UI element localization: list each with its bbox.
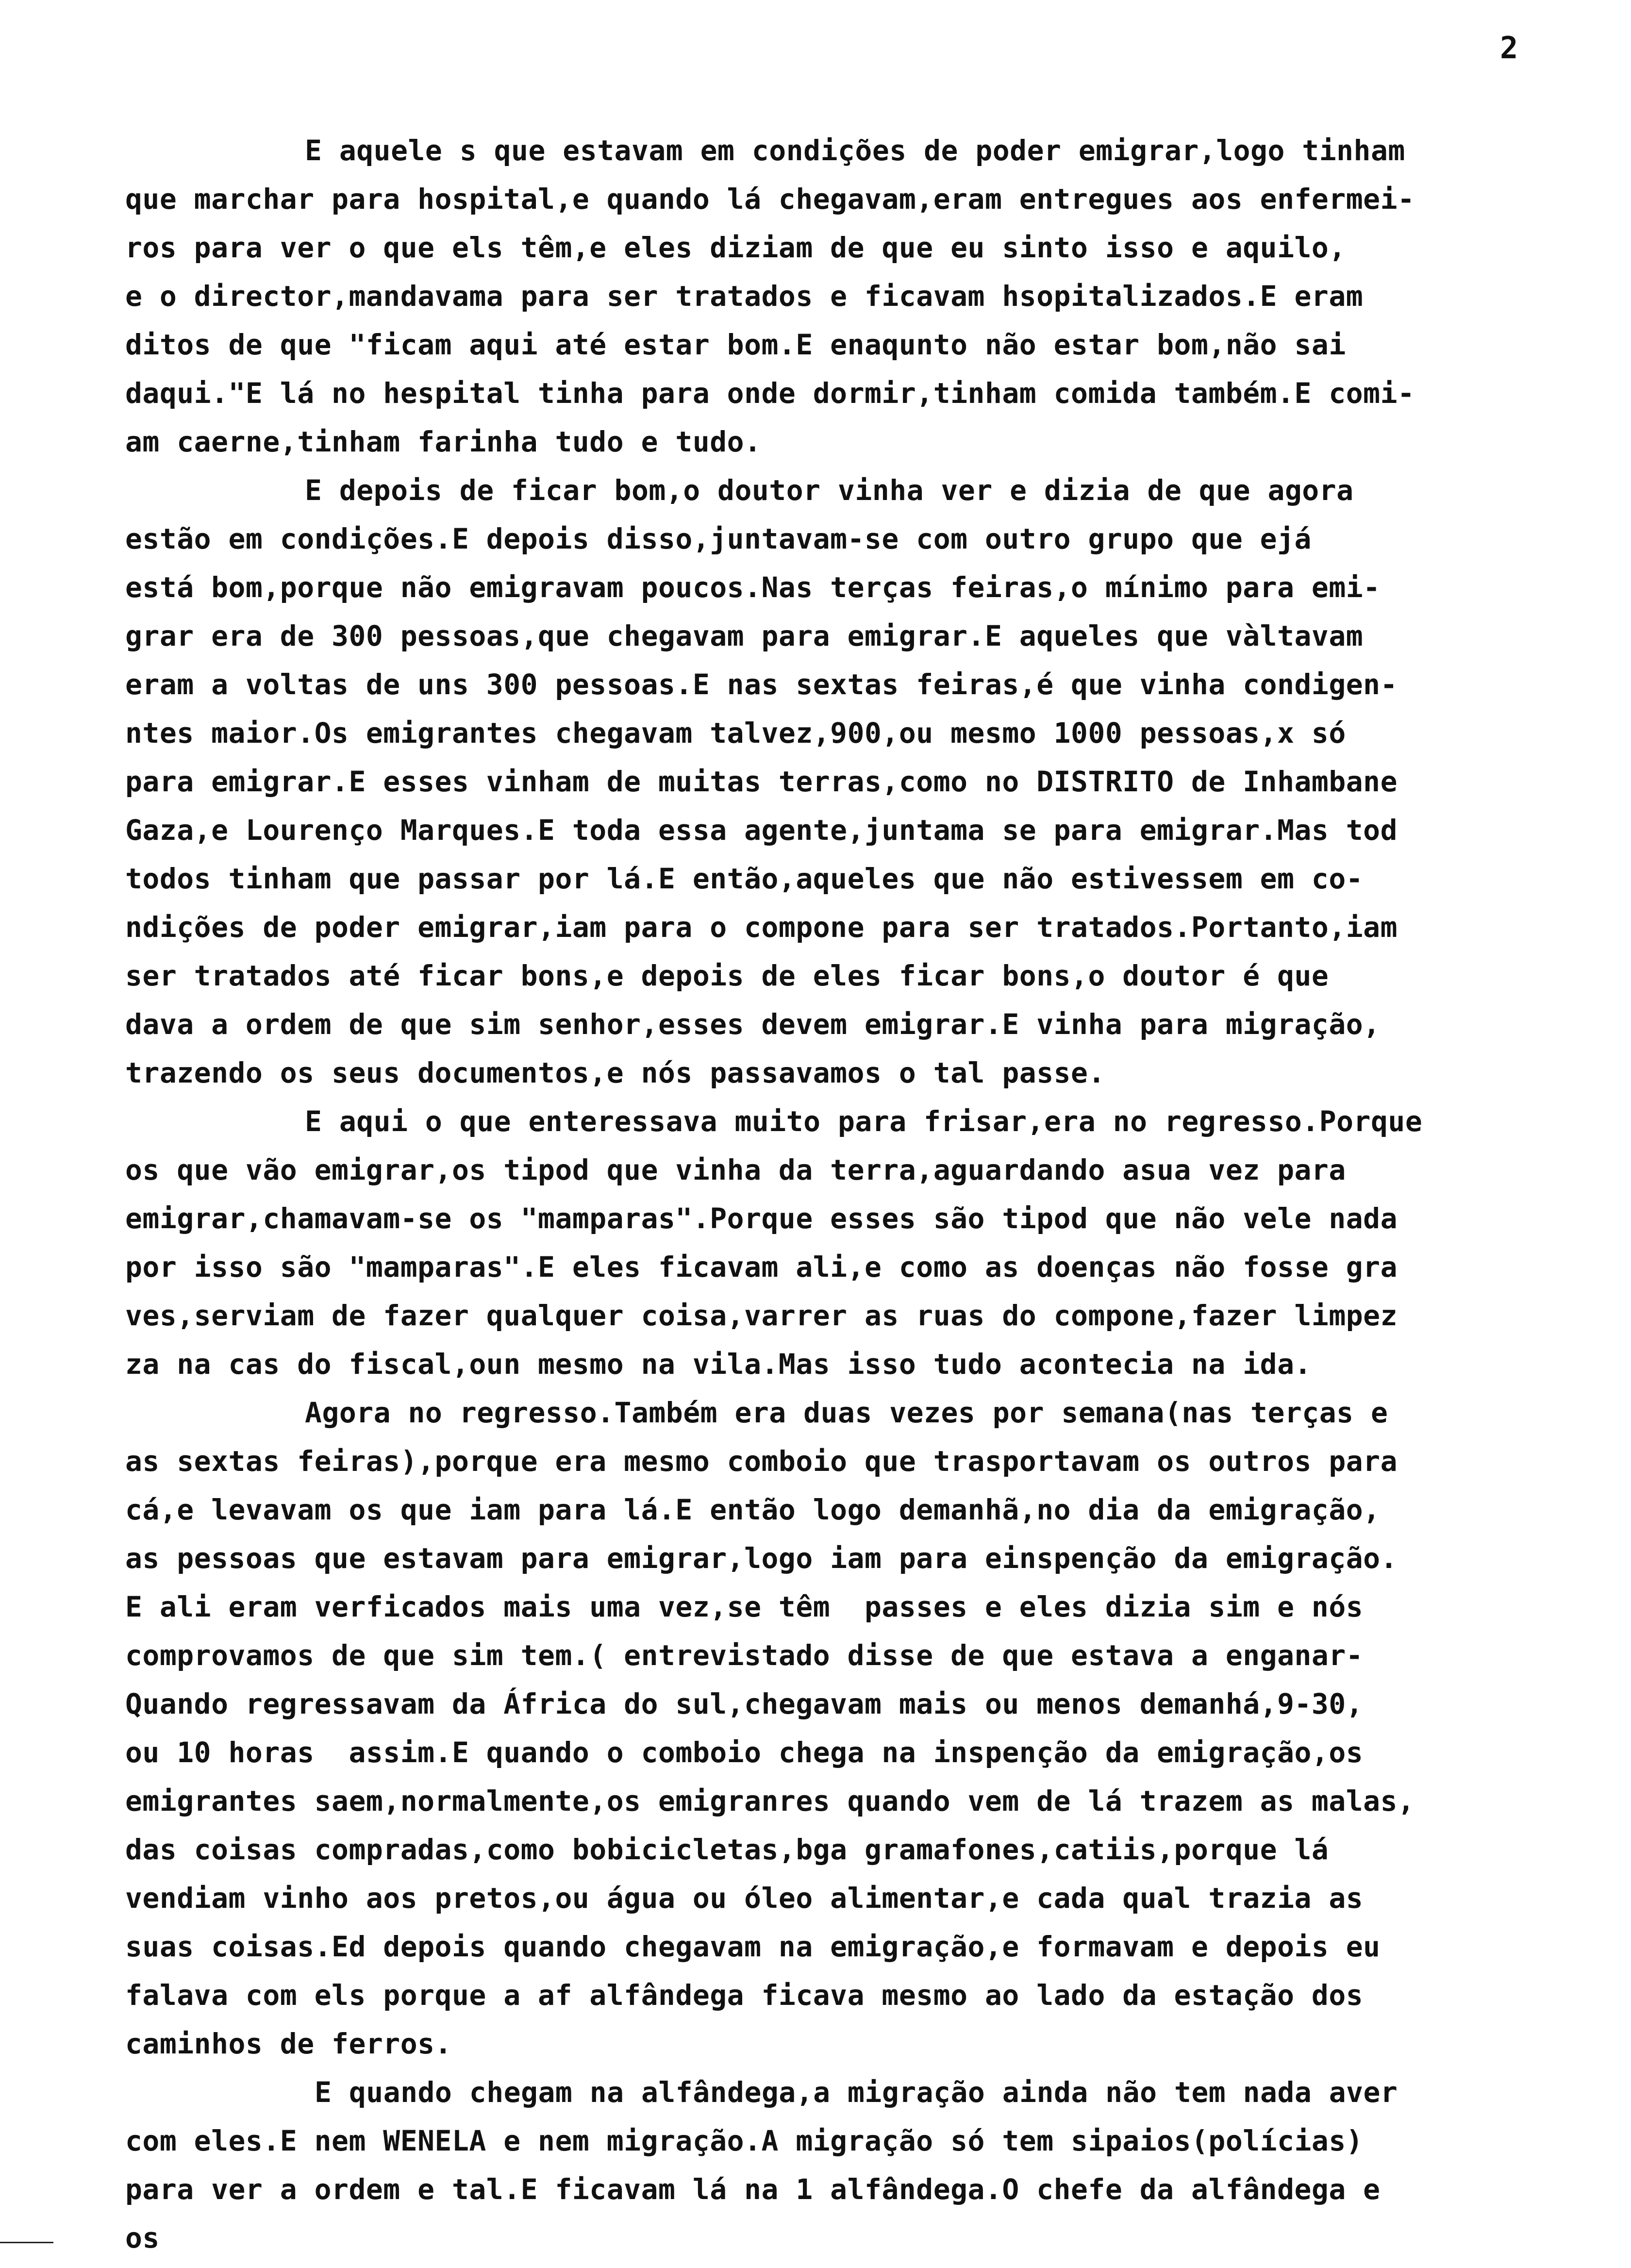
text-line: emigrar,chamavam-se os "mamparas".Porque esses são tipod que não vele nada <box>125 1202 1398 1235</box>
text-line: ditos de que "ficam aqui até estar bom.E enaqunto não estar bom,não sai <box>125 328 1346 361</box>
text-line: Agora no regresso.Também era duas vezes por semana(nas terças e <box>305 1396 1388 1429</box>
text-line: Gaza,e Lourenço Marques.E toda essa agente,juntama se para emigrar.Mas tod <box>125 814 1398 847</box>
text-line: am caerne,tinham farinha tudo e tudo. <box>125 425 762 458</box>
text-line: daqui."E lá no hespital tinha para onde dormir,tinham comida também.E comi- <box>125 377 1415 410</box>
text-line: suas coisas.Ed depois quando chegavam na emigração,e formavam e depois eu <box>125 1930 1381 1963</box>
text-line: das coisas compradas,como bobicicletas,bga gramafones,catiis,porque lá <box>125 1833 1329 1866</box>
text-line: cá,e levavam os que iam para lá.E então logo demanhã,no dia da emigração, <box>125 1493 1381 1526</box>
text-line: os <box>125 2221 160 2254</box>
text-line: para ver a ordem e tal.E ficavam lá na 1 alfândega.O chefe da alfândega e <box>125 2173 1381 2206</box>
text-line: e o director,mandavama para ser tratados e ficavam hsopitalizados.E eram <box>125 280 1364 313</box>
text-line: E quando chegam na alfândega,a migração ainda não tem nada aver <box>315 2076 1398 2109</box>
text-line: Quando regressavam da África do sul,chegavam mais ou menos demanhá,9-30, <box>125 1687 1364 1720</box>
document-body <box>125 126 1601 2262</box>
text-line: com eles.E nem WENELA e nem migração.A migração só tem sipaios(polícias) <box>125 2124 1364 2157</box>
text-line: estão em condições.E depois disso,juntavam-se com outro grupo que ejá <box>125 522 1312 555</box>
page-number: 2 <box>1500 30 1518 66</box>
text-line: comprovamos de que sim tem.( entrevistado disse de que estava a enganar- <box>125 1639 1364 1672</box>
margin-mark <box>0 2242 53 2243</box>
text-line: ntes maior.Os emigrantes chegavam talvez,900,ou mesmo 1000 pessoas,x só <box>125 717 1346 750</box>
text-line: as sextas feiras),porque era mesmo comboio que trasportavam os outros para <box>125 1445 1398 1478</box>
text-line: E ali eram verficados mais uma vez,se têm passes e eles dizia sim e nós <box>125 1590 1364 1623</box>
text-line: está bom,porque não emigravam poucos.Nas terças feiras,o mínimo para emi- <box>125 571 1381 604</box>
text-line: eram a voltas de uns 300 pessoas.E nas sextas feiras,é que vinha condigen- <box>125 668 1398 701</box>
text-line: ves,serviam de fazer qualquer coisa,varrer as ruas do compone,fazer limpez <box>125 1299 1398 1332</box>
text-line: E depois de ficar bom,o doutor vinha ver e dizia de que agora <box>305 474 1354 507</box>
text-line: emigrantes saem,normalmente,os emigranres quando vem de lá trazem as malas, <box>125 1784 1415 1818</box>
text-line: falava com els porque a af alfândega ficava mesmo ao lado da estação dos <box>125 1979 1364 2012</box>
text-line: trazendo os seus documentos,e nós passavamos o tal passe. <box>125 1056 1105 1089</box>
text-line: dava a ordem de que sim senhor,esses devem emigrar.E vinha para migração, <box>125 1008 1381 1041</box>
text-line: grar era de 300 pessoas,que chegavam para emigrar.E aqueles que vàltavam <box>125 619 1364 652</box>
text-line: as pessoas que estavam para emigrar,logo iam para einspenção da emigração. <box>125 1542 1398 1575</box>
text-line: E aqui o que enteressava muito para frisar,era no regresso.Porque <box>305 1105 1423 1138</box>
text-line: todos tinham que passar por lá.E então,aqueles que não estivessem em co- <box>125 862 1364 895</box>
text-line: ser tratados até ficar bons,e depois de eles ficar bons,o doutor é que <box>125 959 1329 992</box>
text-line: por isso são "mamparas".E eles ficavam ali,e como as doenças não fosse gra <box>125 1251 1398 1284</box>
text-line: para emigrar.E esses vinham de muitas terras,como no DISTRITO de Inhambane <box>125 765 1398 798</box>
text-line: ros para ver o que els têm,e eles diziam de que eu sinto isso e aquilo, <box>125 231 1346 264</box>
text-line: ndições de poder emigrar,iam para o compone para ser tratados.Portanto,iam <box>125 911 1398 944</box>
text-line: za na cas do fiscal,oun mesmo na vila.Mas isso tudo acontecia na ida. <box>125 1348 1312 1381</box>
text-line: caminhos de ferros. <box>125 2027 452 2060</box>
text-line: E aquele s que estavam em condições de poder emigrar,logo tinham <box>305 134 1405 167</box>
text-line: que marchar para hospital,e quando lá chegavam,eram entregues aos enfermei- <box>125 183 1415 216</box>
text-line: os que vão emigrar,os tipod que vinha da terra,aguardando asua vez para <box>125 1153 1346 1186</box>
text-line: ou 10 horas assim.E quando o comboio chega na inspenção da emigração,os <box>125 1736 1364 1769</box>
text-line: vendiam vinho aos pretos,ou água ou óleo alimentar,e cada qual trazia as <box>125 1882 1364 1915</box>
